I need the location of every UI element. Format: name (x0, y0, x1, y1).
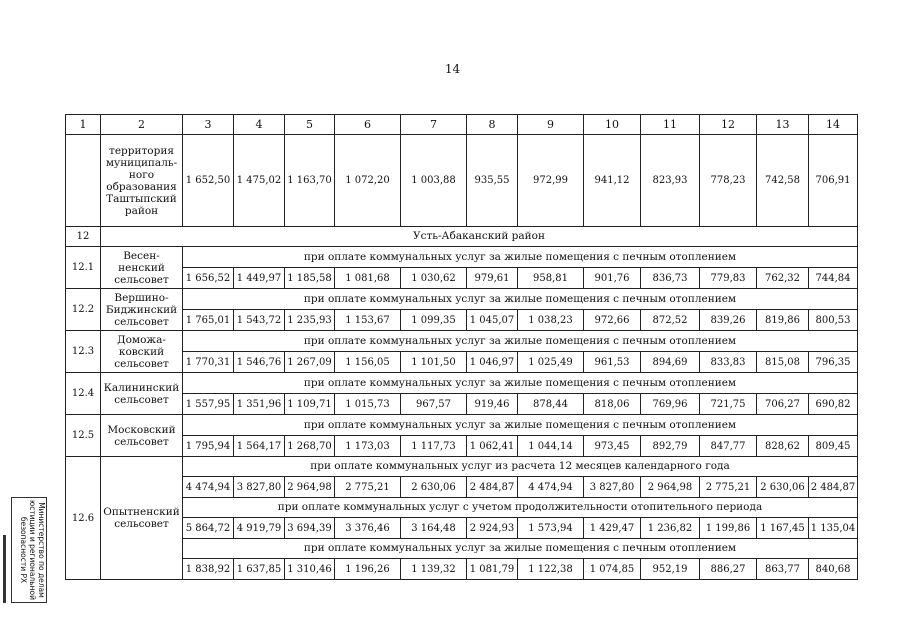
value-cell: 1 652,50 (183, 135, 234, 227)
value-cell: 2 484,87 (467, 477, 518, 498)
value-cell: 973,45 (584, 436, 641, 457)
subheading: при оплате коммунальных услуг из расчета 12 месяцев календарного года (183, 457, 858, 477)
value-cell: 901,76 (584, 268, 641, 289)
column-header: 4 (234, 115, 285, 135)
value-cell: 819,86 (757, 310, 809, 331)
value-cell: 3 164,48 (401, 518, 467, 539)
value-cell: 1 770,31 (183, 352, 234, 373)
value-cell: 4 919,79 (234, 518, 285, 539)
value-cell: 836,73 (641, 268, 700, 289)
row-number: 12.6 (66, 457, 101, 580)
value-cell: 894,69 (641, 352, 700, 373)
settlement-name: Опытненский сельсовет (101, 457, 183, 580)
value-cell: 744,84 (809, 268, 858, 289)
subheading-row (66, 498, 858, 518)
value-cell: 1 156,05 (335, 352, 401, 373)
value-cell: 4 474,94 (518, 477, 584, 498)
value-cell: 3 376,46 (335, 518, 401, 539)
value-cell: 839,26 (700, 310, 757, 331)
table-row (66, 518, 858, 539)
value-cell: 1 044,14 (518, 436, 584, 457)
value-cell: 972,66 (584, 310, 641, 331)
subheading-row (66, 331, 858, 352)
value-cell: 1 062,41 (467, 436, 518, 457)
value-cell: 892,79 (641, 436, 700, 457)
value-cell: 1 117,73 (401, 436, 467, 457)
column-header: 12 (700, 115, 757, 135)
value-cell: 1 475,02 (234, 135, 285, 227)
settlement-name: Весенненский сельсовет (101, 247, 183, 289)
value-cell: 958,81 (518, 268, 584, 289)
row-number: 12.1 (66, 247, 101, 289)
value-cell: 800,53 (809, 310, 858, 331)
value-cell: 979,61 (467, 268, 518, 289)
value-cell: 1 199,86 (700, 518, 757, 539)
column-header: 13 (757, 115, 809, 135)
value-cell: 1 122,38 (518, 559, 584, 580)
subheading: при оплате коммунальных услуг за жилые помещения с печным отоплением (183, 373, 858, 394)
tariff-table (65, 114, 858, 580)
table-row (66, 394, 858, 415)
value-cell: 4 474,94 (183, 477, 234, 498)
subheading-row (66, 373, 858, 394)
value-cell: 833,83 (700, 352, 757, 373)
value-cell: 2 924,93 (467, 518, 518, 539)
value-cell: 1 167,45 (757, 518, 809, 539)
value-cell: 721,75 (700, 394, 757, 415)
subheading-row (66, 289, 858, 310)
value-cell: 1 838,92 (183, 559, 234, 580)
value-cell: 2 964,98 (285, 477, 335, 498)
value-cell: 1 173,03 (335, 436, 401, 457)
subheading-row (66, 539, 858, 559)
table-row (66, 268, 858, 289)
value-cell: 1 038,23 (518, 310, 584, 331)
section-title: Усть-Абаканский район (101, 227, 858, 247)
value-cell: 1 074,85 (584, 559, 641, 580)
value-cell: 818,06 (584, 394, 641, 415)
value-cell: 1 351,96 (234, 394, 285, 415)
row-number: 12.2 (66, 289, 101, 331)
value-cell: 1 046,97 (467, 352, 518, 373)
column-header: 11 (641, 115, 700, 135)
subheading-row (66, 457, 858, 477)
column-header: 9 (518, 115, 584, 135)
value-cell: 847,77 (700, 436, 757, 457)
stamp-text: Министерство по делам юстиции и региональной безопасности РХ (19, 499, 46, 601)
value-cell: 1 557,95 (183, 394, 234, 415)
column-header: 8 (467, 115, 518, 135)
territory-name: территория муниципального образования Таштыпский район (101, 135, 183, 227)
column-header: 2 (101, 115, 183, 135)
value-cell: 1 656,52 (183, 268, 234, 289)
value-cell: 809,45 (809, 436, 858, 457)
value-cell: 828,62 (757, 436, 809, 457)
value-cell: 878,44 (518, 394, 584, 415)
table-row (66, 135, 858, 227)
value-cell: 1 637,85 (234, 559, 285, 580)
value-cell: 919,46 (467, 394, 518, 415)
value-cell: 1 546,76 (234, 352, 285, 373)
page-number: 14 (444, 62, 461, 76)
row-number: 12.5 (66, 415, 101, 457)
value-cell: 872,52 (641, 310, 700, 331)
value-cell: 1 543,72 (234, 310, 285, 331)
value-cell: 1 765,01 (183, 310, 234, 331)
value-cell: 1 081,79 (467, 559, 518, 580)
column-header: 6 (335, 115, 401, 135)
value-cell: 1 045,07 (467, 310, 518, 331)
settlement-name: Московский сельсовет (101, 415, 183, 457)
subheading: при оплате коммунальных услуг с учетом продолжительности отопительного периода (183, 498, 858, 518)
stamp-box (11, 497, 47, 603)
value-cell: 967,57 (401, 394, 467, 415)
value-cell: 941,12 (584, 135, 641, 227)
value-cell: 1 449,97 (234, 268, 285, 289)
settlement-name: Доможаковский сельсовет (101, 331, 183, 373)
value-cell: 769,96 (641, 394, 700, 415)
column-header: 5 (285, 115, 335, 135)
subheading: при оплате коммунальных услуг за жилые помещения с печным отоплением (183, 289, 858, 310)
value-cell: 815,08 (757, 352, 809, 373)
table-row (66, 559, 858, 580)
value-cell: 886,27 (700, 559, 757, 580)
value-cell: 2 630,06 (401, 477, 467, 498)
subheading-row (66, 415, 858, 436)
column-header: 14 (809, 115, 858, 135)
subheading: при оплате коммунальных услуг за жилые помещения с печным отоплением (183, 539, 858, 559)
value-cell: 952,19 (641, 559, 700, 580)
column-header: 10 (584, 115, 641, 135)
value-cell: 1 139,32 (401, 559, 467, 580)
value-cell: 1 196,26 (335, 559, 401, 580)
value-cell: 2 775,21 (700, 477, 757, 498)
row-number: 12.4 (66, 373, 101, 415)
table-row (66, 310, 858, 331)
table-row (66, 352, 858, 373)
value-cell: 1 564,17 (234, 436, 285, 457)
value-cell: 1 235,93 (285, 310, 335, 331)
subheading-row (66, 247, 858, 268)
value-cell: 796,35 (809, 352, 858, 373)
value-cell: 1 267,09 (285, 352, 335, 373)
settlement-name: Вершино-Биджинский сельсовет (101, 289, 183, 331)
row-number-cell (66, 135, 101, 227)
value-cell: 3 827,80 (584, 477, 641, 498)
column-header: 7 (401, 115, 467, 135)
value-cell: 2 775,21 (335, 477, 401, 498)
value-cell: 1 795,94 (183, 436, 234, 457)
value-cell: 762,32 (757, 268, 809, 289)
value-cell: 1 163,70 (285, 135, 335, 227)
value-cell: 961,53 (584, 352, 641, 373)
value-cell: 1 025,49 (518, 352, 584, 373)
value-cell: 3 694,39 (285, 518, 335, 539)
value-cell: 690,82 (809, 394, 858, 415)
value-cell: 706,91 (809, 135, 858, 227)
stamp-bar (3, 535, 6, 603)
value-cell: 1 268,70 (285, 436, 335, 457)
value-cell: 5 864,72 (183, 518, 234, 539)
registration-stamp (3, 497, 45, 603)
value-cell: 840,68 (809, 559, 858, 580)
settlement-name: Калининский сельсовет (101, 373, 183, 415)
value-cell: 1 099,35 (401, 310, 467, 331)
value-cell: 1 015,73 (335, 394, 401, 415)
value-cell: 2 484,87 (809, 477, 858, 498)
value-cell: 1 081,68 (335, 268, 401, 289)
table-row (66, 477, 858, 498)
value-cell: 778,23 (700, 135, 757, 227)
table-row (66, 436, 858, 457)
subheading: при оплате коммунальных услуг за жилые помещения с печным отоплением (183, 247, 858, 268)
value-cell: 3 827,80 (234, 477, 285, 498)
row-number: 12.3 (66, 331, 101, 373)
value-cell: 972,99 (518, 135, 584, 227)
value-cell: 823,93 (641, 135, 700, 227)
value-cell: 2 964,98 (641, 477, 700, 498)
value-cell: 935,55 (467, 135, 518, 227)
column-header: 1 (66, 115, 101, 135)
value-cell: 742,58 (757, 135, 809, 227)
header-row (66, 115, 858, 135)
value-cell: 1 101,50 (401, 352, 467, 373)
section-row (66, 227, 858, 247)
value-cell: 1 573,94 (518, 518, 584, 539)
value-cell: 1 030,62 (401, 268, 467, 289)
value-cell: 1 072,20 (335, 135, 401, 227)
value-cell: 863,77 (757, 559, 809, 580)
value-cell: 706,27 (757, 394, 809, 415)
value-cell: 1 236,82 (641, 518, 700, 539)
column-header: 3 (183, 115, 234, 135)
value-cell: 1 153,67 (335, 310, 401, 331)
value-cell: 1 109,71 (285, 394, 335, 415)
value-cell: 1 003,88 (401, 135, 467, 227)
value-cell: 1 135,04 (809, 518, 858, 539)
subheading: при оплате коммунальных услуг за жилые помещения с печным отоплением (183, 331, 858, 352)
value-cell: 1 310,46 (285, 559, 335, 580)
value-cell: 779,83 (700, 268, 757, 289)
subheading: при оплате коммунальных услуг за жилые помещения с печным отоплением (183, 415, 858, 436)
section-number: 12 (66, 227, 101, 247)
value-cell: 1 429,47 (584, 518, 641, 539)
value-cell: 2 630,06 (757, 477, 809, 498)
value-cell: 1 185,58 (285, 268, 335, 289)
